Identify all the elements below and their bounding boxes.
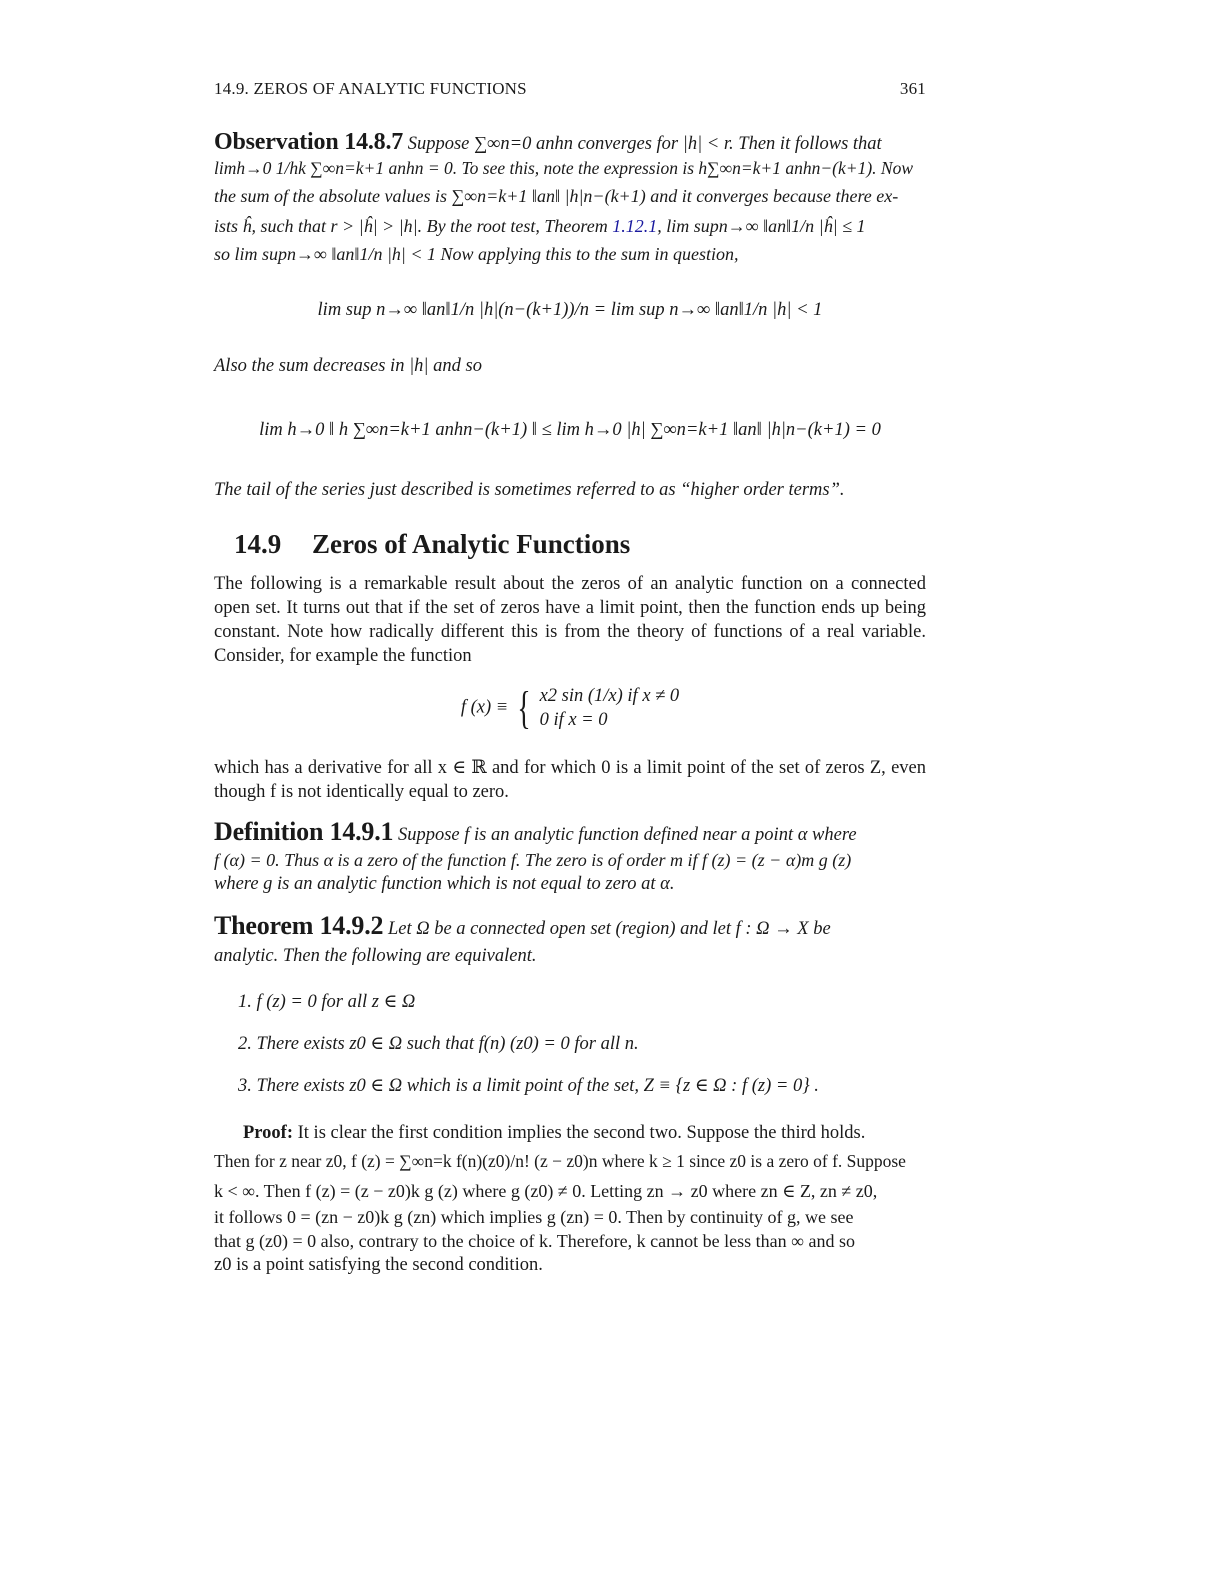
observation-text-4b: , lim supn→∞ ‖an‖1/n |ĥ| ≤ 1 — [657, 216, 866, 236]
theorem-line-1 — [214, 911, 926, 944]
observation-label: Observation 14.8.7 — [214, 129, 404, 155]
proof-text-5: that g (z0) = 0 also, contrary to the choice of k. Therefore, k cannot be less than ∞ and so — [214, 1231, 855, 1251]
definition-text-3: where g is an analytic function which is not equal to zero at α. — [214, 874, 675, 894]
section-title: Zeros of Analytic Functions — [312, 529, 631, 559]
proof-label: Proof: — [243, 1123, 293, 1143]
after-piecewise-paragraph: which has a derivative for all x ∈ ℝ and for which 0 is a limit point of the set of zeros Z, even though f is not identically equal to zero. — [214, 758, 926, 802]
observation-line-1 — [214, 130, 926, 156]
theorem-block — [214, 911, 926, 968]
piecewise-case-2: 0 if x = 0 — [539, 710, 608, 730]
proof-text-6: z0 is a point satisfying the second condition. — [214, 1255, 543, 1275]
piecewise-cases — [540, 684, 680, 732]
observation-block — [214, 130, 926, 270]
equation-lim-sup: lim sup n→∞ ‖an‖1/n |h|(n−(k+1))/n = lim sup n→∞ ‖an‖1/n |h| < 1 — [317, 300, 823, 320]
piecewise-lhs: f (x) ≡ — [460, 697, 509, 718]
list-item-text: f (z) = 0 for all z ∈ Ω — [256, 992, 416, 1012]
observation-text-2: limh→0 1/hk ∑∞n=k+1 anhn = 0. To see this, note the expression is h∑∞n=k+1 anhn−(k+1). Now — [214, 158, 913, 178]
section-number: 14.9 — [234, 529, 282, 559]
theorem-link[interactable]: 1.12.1 — [612, 216, 658, 236]
also-line: Also the sum decreases in |h| and so — [214, 356, 482, 376]
section-heading — [234, 528, 630, 560]
list-item-number: 3. — [238, 1076, 252, 1096]
proof-text-2: Then for z near z0, f (z) = ∑∞n=k f(n)(z0)/n! (z − z0)n where k ≥ 1 since z0 is a zero of f. Suppose — [214, 1151, 906, 1171]
proof-block — [214, 1121, 926, 1277]
proof-text-3: k < ∞. Then f (z) = (z − z0)k g (z) where g (z0) ≠ 0. Letting zn → z0 where zn ∈ Z, zn ≠ z0, — [214, 1181, 878, 1201]
observation-text-5: so lim supn→∞ ‖an‖1/n |h| < 1 Now applying this to the sum in question, — [214, 244, 739, 264]
observation-line-4 — [214, 214, 926, 242]
theorem-text-1: Let Ω be a connected open set (region) and let f : Ω → X be — [387, 919, 831, 939]
list-item-text: There exists z0 ∈ Ω which is a limit point of the set, Z ≡ {z ∈ Ω : f (z) = 0} . — [256, 1076, 819, 1096]
theorem-label: Theorem 14.9.2 — [214, 911, 384, 940]
definition-label: Definition 14.9.1 — [214, 817, 394, 846]
definition-block — [214, 817, 926, 896]
definition-line-1 — [214, 817, 926, 848]
observation-text-3: the sum of the absolute values is ∑∞n=k+1 ‖an‖ |h|n−(k+1) and it converges because there ex- — [214, 186, 899, 206]
proof-text-4: it follows 0 = (zn − z0)k g (zn) which implies g (zn) = 0. Then by continuity of g, we see — [214, 1207, 854, 1227]
list-item — [238, 990, 415, 1014]
equation-limit-zero: lim h→0 ‖ h ∑∞n=k+1 anhn−(k+1) ‖ ≤ lim h→0 |h| ∑∞n=k+1 ‖an‖ |h|n−(k+1) = 0 — [259, 420, 881, 440]
tail-line: The tail of the series just described is sometimes referred to as “higher order terms”. — [214, 480, 845, 500]
definition-text-1: Suppose f is an analytic function defined near a point α where — [397, 825, 857, 845]
running-head — [214, 77, 926, 101]
list-item — [238, 1032, 639, 1056]
list-item-number: 2. — [238, 1034, 252, 1054]
list-item-text: There exists z0 ∈ Ω such that f(n) (z0) = 0 for all n. — [256, 1034, 639, 1054]
left-brace: { — [517, 682, 531, 733]
page-number: 361 — [899, 79, 926, 98]
proof-text-1: It is clear the first condition implies the second two. Suppose the third holds. — [297, 1123, 866, 1143]
list-item-number: 1. — [238, 992, 252, 1012]
equation-piecewise — [214, 684, 926, 732]
theorem-text-2: analytic. Then the following are equivalent. — [214, 946, 537, 966]
list-item — [238, 1074, 819, 1098]
proof-line-1 — [214, 1121, 926, 1149]
observation-text-4a: ists ĥ, such that r > |ĥ| > |h|. By the root test, Theorem — [214, 216, 613, 236]
running-head-section: 14.9. ZEROS OF ANALYTIC FUNCTIONS — [214, 79, 527, 98]
observation-text-1: Suppose ∑∞n=0 anhn converges for |h| < r. Then it follows that — [407, 134, 882, 154]
intro-paragraph: The following is a remarkable result about the zeros of an analytic function on a connected open set. It turns out that if the set of zeros have a limit point, then the function ends up being constant. Note how radically different this is from the theory of functions of a real variable. Consider, for example the function — [214, 574, 926, 666]
piecewise-case-1: x2 sin (1/x) if x ≠ 0 — [539, 686, 680, 706]
definition-text-2: f (α) = 0. Thus α is a zero of the function f. The zero is of order m if f (z) = (z − α)m g (z) — [214, 850, 852, 870]
